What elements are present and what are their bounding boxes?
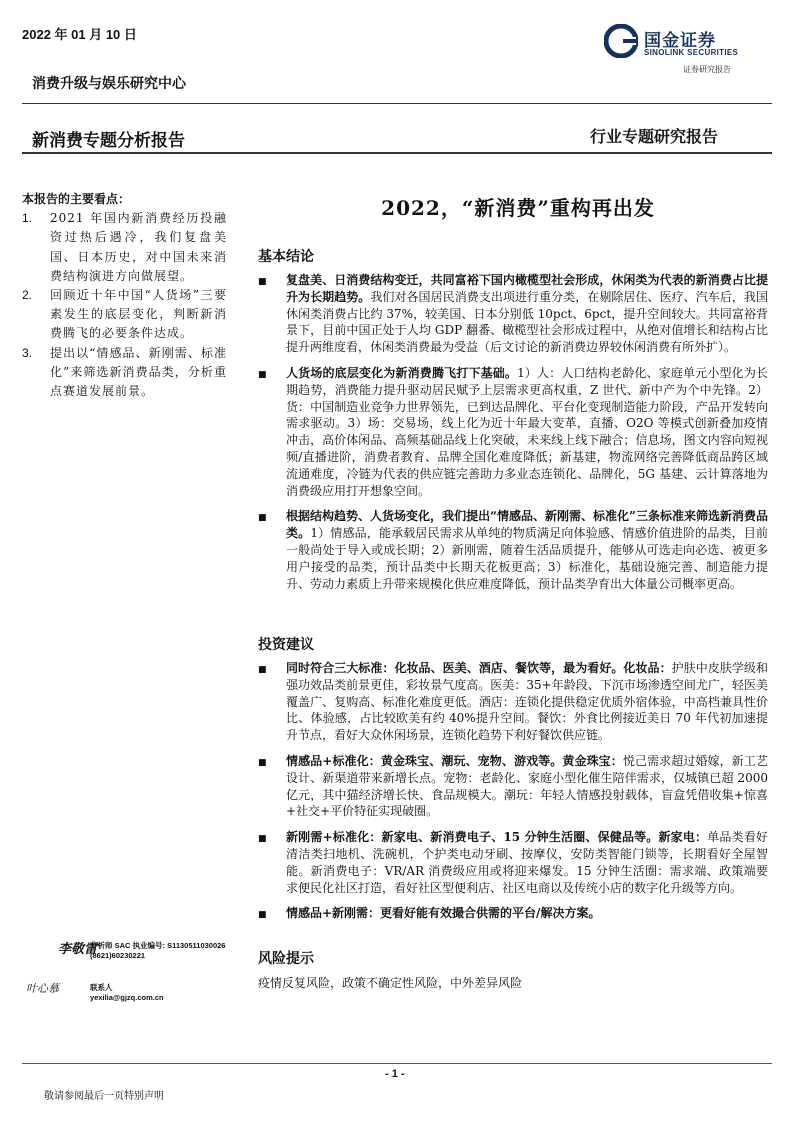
bullet-square-icon: ■ [258,757,267,768]
research-center-name: 消费升级与娱乐研究中心 [32,76,186,92]
list-item [258,753,768,820]
footer-disclaimer: 敬请参阅最后一页特别声明 [44,1091,164,1102]
header-divider [22,103,772,104]
list-item [258,660,768,744]
contact-info [90,983,164,1003]
analyst-name: 李敬雷 [58,942,98,957]
list-item [258,829,768,896]
page-number: - 1 - [385,1068,405,1080]
bullet-text: 复盘美、日消费结构变迁，共同富裕下国内橄榄型社会形成，休闲类为代表的新消费占比提升为长期趋势。我们对各国居民消费支出项进行重分类，在剔除居住、医疗、汽车后，我国休闲类消费占比约 37%，较美国、日本分别低 10pct、6pct，提升空间较大。共同富裕背景下，目前中国正处于人均 GDP 翻番、橄榄型社会形成过程中，从绝对值增长和结构占比提升两维度看，休闲类消费最为受益（后文讨论的新消费边界较休闲消费有所外扩）。 [286,273,768,355]
sidebar-item [22,286,227,344]
bullet-square-icon: ■ [258,665,267,675]
bullet-text: 新刚需+标准化：新家电、新消费电子、15 分钟生活圈、保健品等。新家电：单品类看好清洁类扫地机、洗碗机，个护类电动牙刷、按摩仪，安防类智能门锁等，长期看好全屋智能。新消费电子：VR/AR 消费级应用或将迎来爆发。15 分钟生活圈：需求端、政策端要求便民化社区打造，看好社区型便利店、社区电商以及传统小店的数字化升级等方向。 [286,830,768,895]
sidebar-item [22,209,227,286]
bullet-square-icon: ■ [258,834,267,845]
header-divider-bottom [22,152,772,154]
contact-label: 联系人 [90,983,113,992]
bullet-square-icon: ■ [258,513,267,524]
analyst-phone: (8621)60230221 [90,951,146,960]
bullet-text: 人货场的底层变化为新消费腾飞打下基础。1）人：人口结构老龄化、家庭单元小型化为长期趋势，消费能力提升驱动居民赋予上层需求更高权重，Z 世代、新中产为个中先锋。2）货：中国制造业竞争力世界领先，已到达品牌化、平台化变现制造能力阶段，产品开发转向需求驱动。3）场：交易场，线上化为近十年最大变革，直播、O2O 等模式创新叠加疫情冲击，高价体闲品、高频基础品线上化突破，未来线上线下融合；信息场，图文内容向短视频/直播进阶，消费者教育、品牌全国化难度降低；新基建，物流网络完善降低商品跨区域流通难度，冷链为代表的供应链完善助力多业态连锁化、品牌化，5G 基建、云计算落地为消费级应用打开想象空间。 [286,365,768,498]
sidebar-item-text: 2021 年国内新消费经历投融资过热后遇冷，我们复盘美国、日本历史，对中国未来消费结构演进方向做展望。 [50,211,227,283]
section-title-risk: 风险提示 [258,951,314,967]
bullet-square-icon: ■ [258,369,267,380]
bullet-text: 根据结构趋势、人货场变化，我们提出“情感品、新刚需、标准化”三条标准来筛选新消费品类。1）情感品，能承载居民需求从单纯的物质满足向体验感、情感价值进阶的品类，目前一般尚处于导入或成长期；2）新刚需，随着生活品质提升，能够从可选走向必选、被更多用户接受的品类，预计品类中长期天花板更高；3）标准化，基础设施完善、制造能力提升、劳动力素质上升带来规模化供应难度降低，预计品类孕育出大体量公司概率更高。 [286,509,768,591]
bullet-square-icon: ■ [258,277,267,287]
sidebar-item-number: 2. [22,288,33,303]
conclusions-list [258,272,768,601]
logo-text-en: SINOLINK SECURITIES [644,48,739,57]
sidebar-item-number: 3. [22,345,33,360]
bullet-text: 情感品+新刚需：更看好能有效撮合供需的平台/解决方案。 [286,906,601,921]
risk-text: 疫情反复风险，政策不确定性风险，中外差异风险 [258,976,523,990]
sidebar-item-text: 回顾近十年中国“人货场”三要素发生的底层变化，判断新消费腾飞的必要条件达成。 [50,288,227,341]
series-title: 新消费专题分析报告 [32,131,185,151]
report-title: 2022，“新消费”重构再出发 [381,196,655,220]
list-item [258,365,768,499]
bullet-text: 情感品+标准化：黄金珠宝、潮玩、宠物、游戏等。黄金珠宝：悦己需求超过婚嫁，新工艺设计、新渠道带来新增长点。宠物：老龄化、家庭小型化催生陪伴需求，仅城镇已超 2000 亿元，其中猫经济增长快、食品规模大。潮玩：年轻人情感投射载体，盲盒凭借收集+惊喜+社交+平价特征实现破圈。 [286,753,768,819]
contact-name: 叶心慕 [26,982,59,995]
list-item [258,272,768,356]
report-date: 2022 年 01 月 10 日 [22,27,137,42]
footer-divider [22,1063,772,1064]
list-item [258,508,768,592]
logo-mark-icon [604,24,638,58]
investment-list [258,660,768,933]
list-item [258,905,768,924]
sidebar-item-text: 提出以“情感品、新刚需、标准化”来筛选新消费品类，分析重点赛道发展前景。 [50,345,227,399]
logo-subtitle: 证券研究报告 [683,65,731,74]
sidebar-highlights [22,190,227,401]
logo-text-cn: 国金证券 [644,31,716,51]
sidebar-title: 本报告的主要看点： [22,192,131,206]
sidebar-item-number: 1. [22,211,33,226]
analyst-info [90,941,225,961]
report-type: 行业专题研究报告 [590,127,719,146]
bullet-text: 同时符合三大标准：化妆品、医美、酒店、餐饮等，最为看好。化妆品：护肤中皮肤学级和强功效品类前景更佳，彩妆景气度高。医美：35+年龄段、下沉市场渗透空间尤广，轻医美覆盖广、复购高、标准化难度更低。酒店：连锁化提供稳定优质外宿体验，中高档兼具性价比、体验感，占比较欧美有约 40%提升空间。餐饮：外食比例接近美日 70 年代初加速提升节点，看好大众休闲场景，连锁化趋势下利好餐饮供应链。 [286,661,768,743]
analyst-sac-number: 分析师 SAC 执业编号: S1130511030026 [90,941,226,950]
section-title-investment: 投资建议 [258,637,314,653]
sidebar-item [22,344,227,402]
section-title-conclusions: 基本结论 [258,249,314,265]
bullet-square-icon: ■ [258,910,267,921]
contact-email[interactable]: yexilia@gjzq.com.cn [90,993,164,1002]
